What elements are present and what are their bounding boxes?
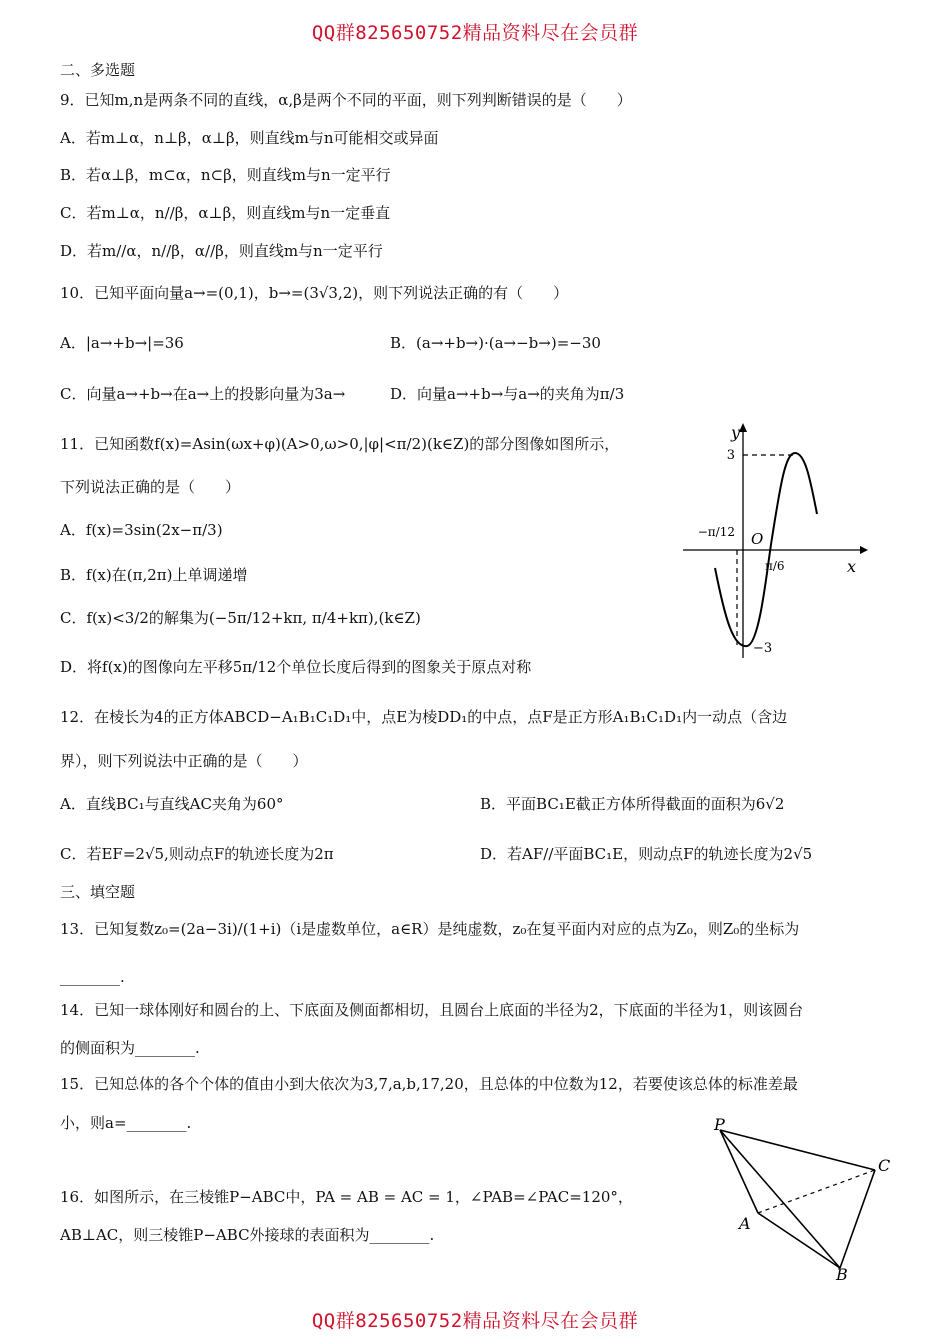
edge-ac-hidden <box>758 1170 875 1213</box>
question-11-option-b: B．f(x)在(π,2π)上单调递增 <box>60 566 248 584</box>
question-10-option-a: A．|a→+b→|=36 <box>60 334 184 352</box>
question-13-blank: ________. <box>60 968 125 986</box>
question-11-stem-line2: 下列说法正确的是（ ） <box>60 478 241 496</box>
edge-pa <box>720 1130 758 1213</box>
question-10-option-c: C．向量a→+b→在a→上的投影向量为3a→ <box>60 385 346 403</box>
question-10-stem: 10．已知平面向量a→=(0,1)，b→=(3√3,2)，则下列说法正确的有（ ） <box>60 284 569 302</box>
x-axis-arrow <box>860 546 868 554</box>
question-12-stem-line2: 界），则下列说法中正确的是（ ） <box>60 752 308 770</box>
question-11-option-c: C．f(x)<3/2的解集为(−5π/12+kπ, π/4+kπ),(k∈Z) <box>60 609 421 627</box>
question-9-option-c: C．若m⊥α，n//β，α⊥β，则直线m与n一定垂直 <box>60 204 391 222</box>
right-tick-label: π/6 <box>765 559 785 573</box>
question-14-stem-line1: 14．已知一球体刚好和圆台的上、下底面及侧面都相切，且圆台上底面的半径为2，下底面的半径为1，则该圆台 <box>60 1001 804 1019</box>
question-12-option-b: B．平面BC₁E截正方体所得截面的面积为6√2 <box>480 795 785 813</box>
question-16-stem-line1: 16．如图所示，在三棱锥P−ABC中，PA = AB = AC = 1，∠PAB=∠PAC=120°， <box>60 1188 633 1206</box>
question-9-option-b: B．若α⊥β，m⊂α，n⊂β，则直线m与n一定平行 <box>60 166 391 184</box>
question-11-stem-line1: 11．已知函数f(x)=Asin(ωx+φ)(A>0,ω>0,|φ|<π/2)(k∈Z)的部分图像如图所示， <box>60 435 620 453</box>
question-15-stem-line1: 15．已知总体的各个个体的值由小到大依次为3,7,a,b,17,20，且总体的中位数为12，若要使该总体的标准差最 <box>60 1075 798 1093</box>
edge-pc <box>720 1130 875 1170</box>
question-11-option-a: A．f(x)=3sin(2x−π/3) <box>60 521 223 539</box>
question-12-option-a: A．直线BC₁与直线AC夹角为60° <box>60 795 284 813</box>
question-16-stem-line2: AB⊥AC，则三棱锥P−ABC外接球的表面积为________. <box>60 1226 435 1244</box>
min-value-label: −3 <box>753 641 773 656</box>
question-11-option-d: D．将f(x)的图像向左平移5π/12个单位长度后得到的图象关于原点对称 <box>60 658 532 676</box>
y-axis-arrow <box>739 423 747 432</box>
question-9-option-d: D．若m//α，n//β，α//β，则直线m与n一定平行 <box>60 242 383 260</box>
vertex-p-label: P <box>714 1115 725 1134</box>
section-fill-in: 三、填空题 <box>60 883 136 901</box>
question-12-stem-line1: 12．在棱长为4的正方体ABCD−A₁B₁C₁D₁中，点E为棱DD₁的中点，点F是正方形A₁B₁C₁D₁内一动点（含边 <box>60 708 788 726</box>
x-axis-label: x <box>847 557 857 576</box>
question-12-option-d: D．若AF//平面BC₁E，则动点F的轨迹长度为2√5 <box>480 845 813 863</box>
vertex-a-label: A <box>739 1214 751 1233</box>
question-9-stem: 9．已知m,n是两条不同的直线，α,β是两个不同的平面，则下列判断错误的是（ ） <box>60 91 632 109</box>
question-9-option-a: A．若m⊥α，n⊥β，α⊥β，则直线m与n可能相交或异面 <box>60 129 439 147</box>
section-multiple-choice: 二、多选题 <box>60 61 136 79</box>
max-value-label: 3 <box>726 448 735 463</box>
page-footer-watermark: QQ群825650752精品资料尽在会员群 <box>311 1310 639 1332</box>
vertex-b-label: B <box>836 1265 848 1284</box>
sine-graph-figure <box>675 418 875 668</box>
page-header-watermark: QQ群825650752精品资料尽在会员群 <box>311 22 639 44</box>
question-12-option-c: C．若EF=2√5,则动点F的轨迹长度为2π <box>60 845 334 863</box>
question-10-option-d: D．向量a→+b→与a→的夹角为π/3 <box>390 385 625 403</box>
left-tick-label: −π/12 <box>697 525 735 539</box>
question-15-stem-line2: 小，则a=________. <box>60 1114 192 1132</box>
origin-label: O <box>751 530 764 548</box>
edge-pb <box>720 1130 840 1268</box>
question-13-stem: 13．已知复数z₀=(2a−3i)/(1+i)（i是虚数单位，a∈R）是纯虚数，z₀在复平面内对应的点为Z₀，则Z₀的坐标为 <box>60 920 800 938</box>
edge-bc <box>840 1170 875 1268</box>
question-10-option-b: B．(a→+b→)·(a→−b→)=−30 <box>390 334 601 352</box>
question-14-stem-line2: 的侧面积为________. <box>60 1039 200 1057</box>
y-axis-label: y <box>731 423 741 442</box>
pyramid-figure <box>705 1110 905 1290</box>
vertex-c-label: C <box>878 1156 891 1175</box>
